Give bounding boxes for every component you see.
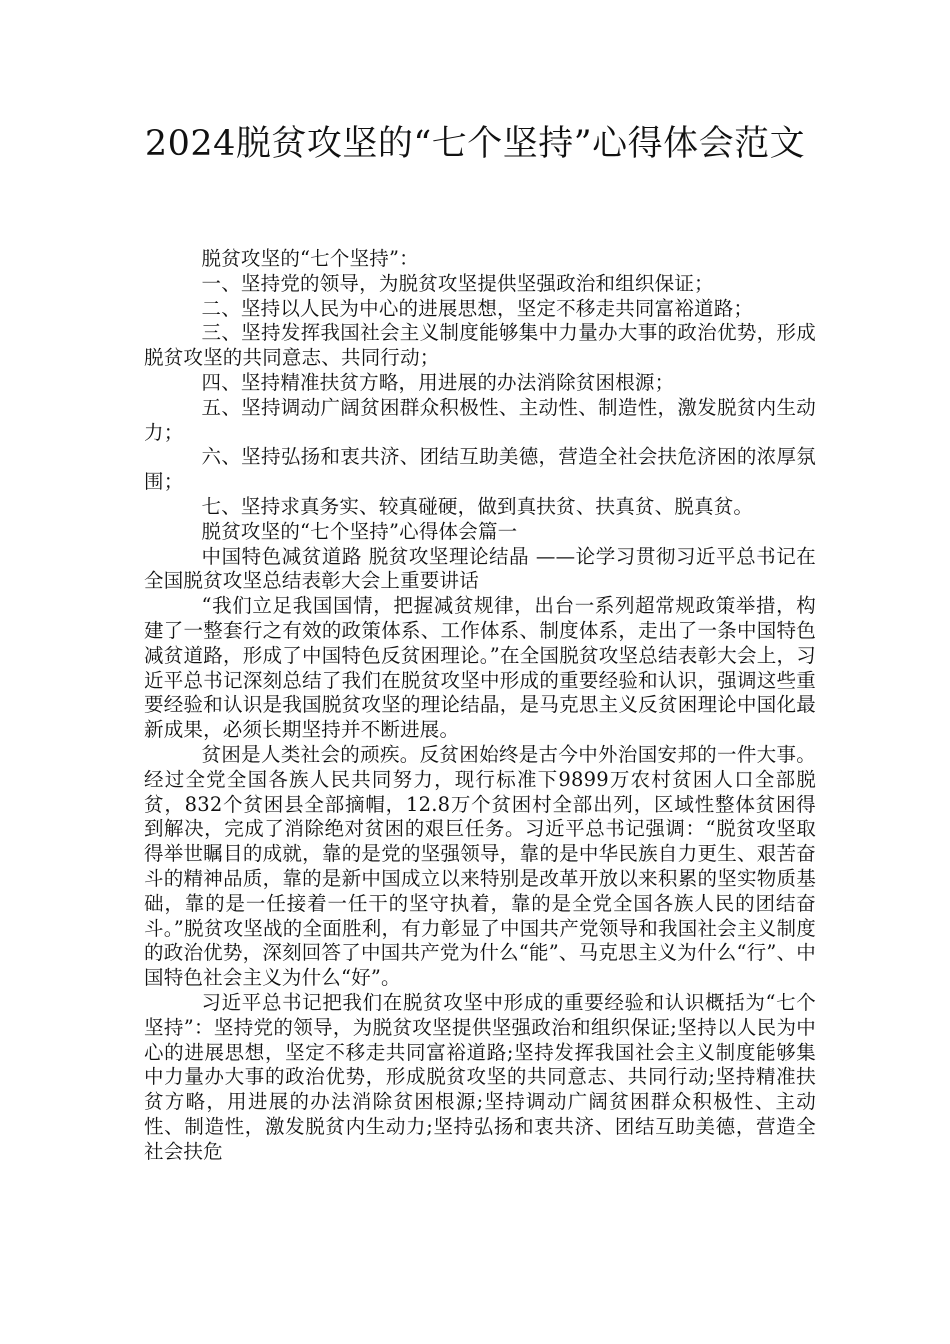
paragraph: 五、坚持调动广阔贫困群众积极性、主动性、制造性，激发脱贫内生动力； [144, 395, 816, 444]
paragraph: 四、坚持精准扶贫方略，用进展的办法消除贫困根源； [201, 370, 675, 394]
paragraph: 习近平总书记把我们在脱贫攻坚中形成的重要经验和认识概括为“七个坚持”：坚持党的领导，为脱贫攻坚提供坚强政治和组织保证;坚持以人民为中心的进展思想，坚定不移走共同富裕道路;坚持发挥我国社会主义制度能够集中力量办大事的政治优势，形成脱贫攻坚的共同意志、共同行动;坚持精准扶贫方略，用进展的办法消除贫困根源;坚持调动广阔贫困群众积极性、主动性、制造性，激发脱贫内生动力;坚持弘扬和衷共济、团结互助美德，营造全社会扶危 [144, 990, 816, 1163]
paragraph: 脱贫攻坚的“七个坚持”： [201, 247, 419, 270]
document-body [144, 247, 816, 1164]
paragraph: 贫困是人类社会的顽疾。反贫困始终是古今中外治国安邦的一件大事。经过全党全国各族人民共同努力，现行标准下9899万农村贫困人口全部脱贫，832个贫困县全部摘帽，12.8万个贫困村全部出列，区域性整体贫困得到解决，完成了消除绝对贫困的艰巨任务。习近平总书记强调：“脱贫攻坚取得举世瞩目的成就，靠的是党的坚强领导，靠的是中华民族自力更生、艰苦奋斗的精神品质，靠的是新中国成立以来特别是改革开放以来积累的坚实物质基础，靠的是一任接着一任干的坚守执着，靠的是全党全国各族人民的团结奋斗。”脱贫攻坚战的全面胜利，有力彰显了中国共产党领导和我国社会主义制度的政治优势，深刻回答了中国共产党为什么“能”、马克思主义为什么“行”、中国特色社会主义为什么“好”。 [144, 742, 816, 990]
document-title: 2024脱贫攻坚的“七个坚持”心得体会范文 [144, 124, 806, 164]
paragraph: 中国特色减贫道路 脱贫攻坚理论结晶 ——论学习贯彻习近平总书记在全国脱贫攻坚总结表彰大会上重要讲话 [144, 544, 816, 593]
paragraph: “我们立足我国国情，把握减贫规律，出台一系列超常规政策举措，构建了一整套行之有效的政策体系、工作体系、制度体系，走出了一条中国特色减贫道路，形成了中国特色反贫困理论。”在全国脱贫攻坚总结表彰大会上，习近平总书记深刻总结了我们在脱贫攻坚中形成的重要经验和认识，强调这些重要经验和认识是我国脱贫攻坚的理论结晶，是马克思主义反贫困理论中国化最新成果，必须长期坚持并不断进展。 [144, 594, 816, 742]
paragraph: 七、坚持求真务实、较真碰硬，做到真扶贫、扶真贫、脱真贫。 [201, 494, 754, 518]
paragraph: 三、坚持发挥我国社会主义制度能够集中力量办大事的政治优势，形成脱贫攻坚的共同意志、共同行动； [144, 321, 816, 370]
section-heading: 脱贫攻坚的“七个坚持”心得体会篇一 [201, 519, 518, 543]
paragraph: 六、坚持弘扬和衷共济、团结互助美德，营造全社会扶危济困的浓厚氛围； [144, 445, 816, 494]
paragraph: 一、坚持党的领导，为脱贫攻坚提供坚强政治和组织保证； [201, 271, 714, 295]
paragraph: 二、坚持以人民为中心的进展思想，坚定不移走共同富裕道路； [201, 296, 754, 320]
